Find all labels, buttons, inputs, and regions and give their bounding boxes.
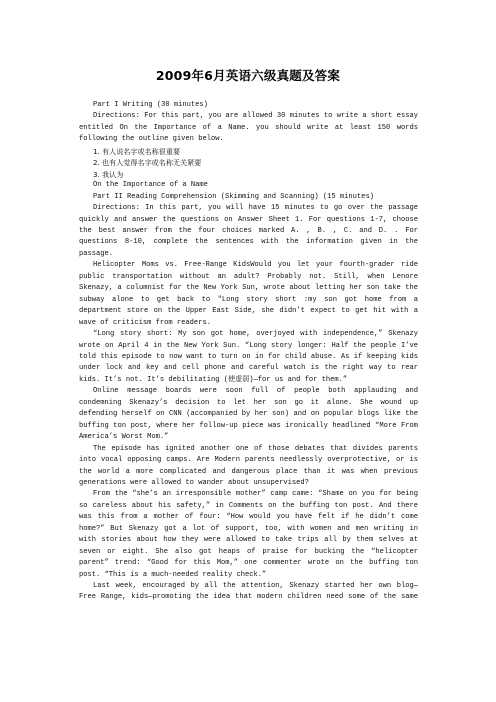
passage-paragraph: From the “she’s an irresponsible mother” camp came: “Shame on you for being so careless about his safety,” in Comments on the buffing ton post. And there was this from a mother of four: “How would you have felt if he didn’t come home?” But Skenazy got a lot of support, too, with women and men writing in with stories about how they were allowed to take trips all by them selves at seven or eight. She also got heaps of praise for bucking the “helicopter parent” trend: “Good for this Mom,” one commenter wrote on the buffing ton post. “This is a much-needed reality check.” <box>79 490 418 579</box>
passage-paragraph: Last week, encouraged by all the attention, Skenazy started her own blog—Free Range, kids—promoting the idea that modern children need some of the same <box>79 582 418 602</box>
outline-item-2: 2. 也有人觉得名字或名称无关紧要 <box>93 158 202 168</box>
passage-paragraph: The episode has ignited another one of those debates that divides parents into vocal opposing camps. Are Modern parents needlessly overprotective, or is the world a more complicated and dangerous place than it was when previous generations were allowed to wander about unsupervised? <box>79 444 418 487</box>
section-heading-writing: Part I Writing (30 minutes) <box>93 101 208 109</box>
passage-paragraph: Online message boards were soon full of people both applauding and condemning Skenazy’s decision to let her son go it alone. She wound up defending herself on CNN (accompanied by her son) and on popular blogs like the buffing ton post, where her follow-up piece was ironically headlined “More From America’s Worst Mom.” <box>79 387 418 442</box>
outline-item-3: 3. 我认为 <box>93 169 124 179</box>
document-body <box>79 100 418 604</box>
outline-item-1: 1. 有人说名字或名称很重要 <box>93 146 181 156</box>
essay-title: On the Importance of a Name <box>93 181 208 190</box>
directions-reading: Directions: In this part, you will have 15 minutes to go over the passage quickly and answer the questions on Answer Sheet 1. For questions 1-7, choose the best answer from the four choices marked A. , B. , C. and D. . For questions 8-10, complete the sentences with the information given in the passage. <box>79 204 418 258</box>
section-heading-reading: Part II Reading Comprehension (Skimming and Scanning) (15 minutes) <box>93 192 374 201</box>
passage-paragraph: Helicopter Moms vs. Free-Range KidsWould you let your fourth-grader ride public transportation without an adult? Probably not. Still, when Lenore Skenazy, a columnist for the New York Sun, wrote about letting her son take the subway alone to get back to "Long story short :my son got home from a department store on the Upper East Side, she didn’t expect to get hit with a wave of criticism from readers. <box>79 261 418 327</box>
passage-paragraph: “Long story short: My son got home, overjoyed with independence,” Skenazy wrote on April 4 in the New York Sun. “Long story longer: Half the people I’ve told this episode to now want to turn on in for child abuse. As if keeping kids under lock and key and cell phone and careful watch is the right way to rear kids. It’s not. It’s debilitating (使虚弱)—for us and for them.” <box>79 330 418 384</box>
page-title: 2009年6月英语六级真题及答案 <box>155 68 341 83</box>
directions-writing: Directions: For this part, you are allowed 30 minutes to write a short essay entitled On the Importance of a Name. you should write at least 150 words following the outline given below. <box>79 112 418 144</box>
